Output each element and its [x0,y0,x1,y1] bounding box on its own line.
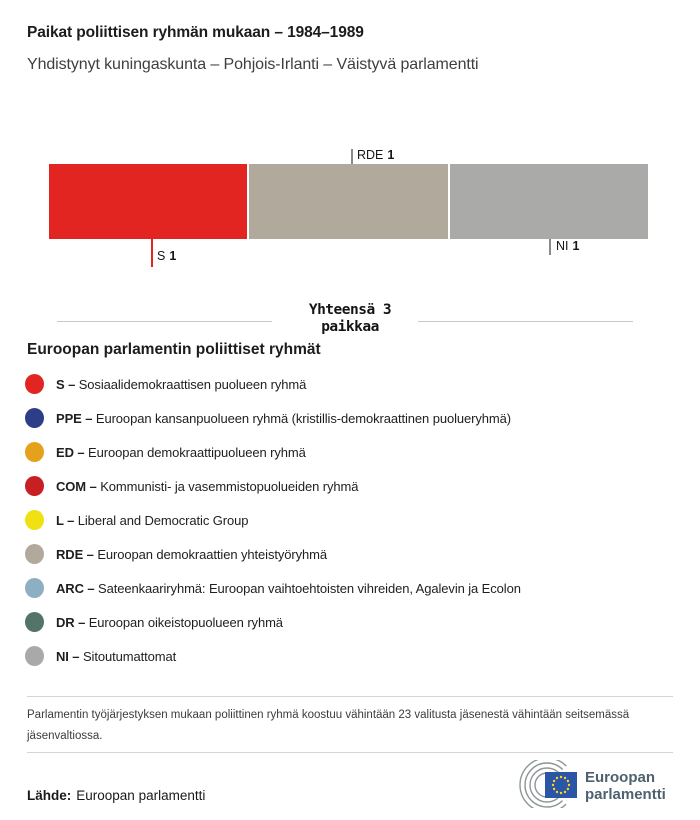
legend-item [25,435,690,469]
callout-label-s [157,249,176,263]
eu-flag-icon [545,772,577,798]
legend-dot [25,578,44,598]
total-divider-left [57,321,272,322]
callout-tick-ni [549,239,551,255]
legend-label: L – Liberal and Democratic Group [56,512,249,528]
legend-dot [25,442,44,462]
legend-dot [25,510,44,530]
logo-text-line2: parlamentti [585,786,666,803]
legend-label: S – Sosiaalidemokraattisen puolueen ryhmä [56,376,307,392]
source-label: Lähde: [27,788,72,803]
total-seats-line1: Yhteensä 3 [308,302,392,318]
total-divider-right [418,321,633,322]
callout-value: 1 [572,239,580,253]
bar-segment-s [49,164,247,239]
callout-label-ni [556,239,579,253]
legend-label: NI – Sitoutumattomat [56,648,177,664]
european-parliament-logo [505,760,677,808]
legend-label: ARC – Sateenkaariryhmä: Euroopan vaihtoehtoisten vihreiden, Agalevin ja Ecolon [56,580,521,596]
legend-label: PPE – Euroopan kansanpuolueen ryhmä (kristillis-demokraattinen puolueryhmä) [56,410,511,426]
legend-item [25,639,690,673]
legend-item [25,503,690,537]
legend-label: DR – Euroopan oikeistopuolueen ryhmä [56,614,283,630]
total-seats-line2: paikkaa [321,319,379,335]
legend-dot [25,408,44,428]
callout-value: 1 [169,249,177,263]
legend-label: COM – Kommunisti- ja vasemmistopuolueiden ryhmä [56,478,359,494]
logo-text-line1: Euroopan [585,769,655,786]
legend-dot [25,374,44,394]
legend-heading: Euroopan parlamentin poliittiset ryhmät [27,341,321,358]
legend-dot [25,544,44,564]
total-seats-label [250,302,450,336]
legend-label: RDE – Euroopan demokraattien yhteistyöryhmä [56,546,328,562]
legend-item [25,537,690,571]
page-title: Paikat poliittisen ryhmän mukaan – 1984–1989 [27,24,364,41]
legend-dot [25,646,44,666]
legend-dot [25,612,44,632]
callout-tick-rde [351,149,353,164]
legend-item [25,605,690,639]
legend-label: ED – Euroopan demokraattipuolueen ryhmä [56,444,306,460]
legend-item [25,469,690,503]
callout-key: S [157,249,166,263]
callout-label-rde [357,148,394,162]
footnote-text: Parlamentin työjärjestyksen mukaan poliittinen ryhmä koostuu vähintään 23 valitusta jäsenestä vähintään seitsemässä jäsenvaltiossa. [27,709,630,742]
legend-list [25,367,690,673]
footer-divider [27,752,673,753]
legend-item [25,571,690,605]
legend-dot [25,476,44,496]
source-line [27,788,205,803]
footnote-divider [27,696,673,697]
source-value: Euroopan parlamentti [76,788,206,803]
callout-key: NI [556,239,569,253]
bar-segment-rde [249,164,447,239]
stacked-bar [49,164,648,239]
legend-item [25,401,690,435]
legend-item [25,367,690,401]
callout-key: RDE [357,148,384,162]
callout-value: 1 [387,148,395,162]
bar-segment-ni [450,164,648,239]
callout-tick-s [151,239,153,267]
page-subtitle: Yhdistynyt kuningaskunta – Pohjois-Irlanti – Väistyvä parlamentti [27,56,479,73]
